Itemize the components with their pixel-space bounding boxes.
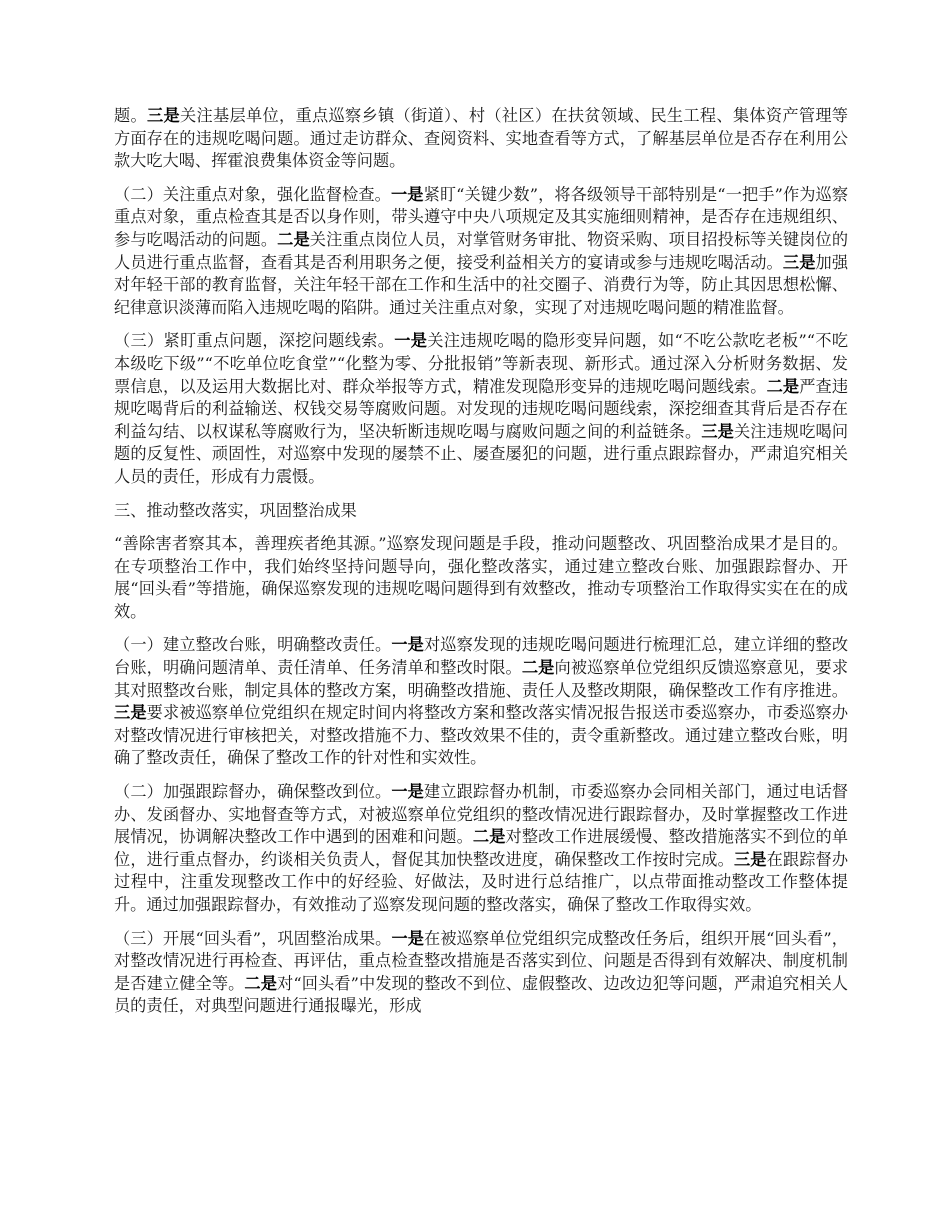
text-segment: 建立跟踪督办机制，市委巡察办会同相关部门，通过电话督办、发函督办、实地督查等方式，对被巡察单位党组织的整改情况进行跟踪督办，及时掌握整改工作进展情况，协调解决整改工作中遇到的困难和问题。 — [114, 782, 849, 847]
bold-lead: 二是 — [277, 229, 310, 249]
document-page — [114, 105, 848, 1029]
text-segment: 要求被巡察单位党组织在规定时间内将整改方案和整改落实情况报告报送市委巡察办，市委巡察办对整改情况进行审核把关，对整改措施不力、整改效果不佳的，责令重新整改。通过建立整改台账，明确了整改责任，确保了整改工作的针对性和实效性。 — [114, 703, 849, 768]
paragraph-rectification-ledger — [114, 634, 848, 770]
paragraph-grassroots-units — [114, 105, 848, 173]
section-subheading: （一）建立整改台账，明确整改责任。 — [114, 635, 392, 655]
bold-lead: 一是 — [390, 184, 424, 204]
paragraph-look-back — [114, 928, 848, 1018]
text-segment: 向被巡察单位党组织反馈巡察意见，要求其对照整改台账，制定具体的整改方案，明确整改措施、责任人及整改期限，确保整改工作有序推进。 — [114, 658, 849, 700]
section-heading-rectification — [114, 500, 848, 523]
text-segment: 对巡察发现的违规吃喝问题进行梳理汇总，建立详细的整改台账，明确问题清单、责任清单、任务清单和整改时限。 — [114, 635, 849, 678]
section-subheading: （三）紧盯重点问题，深挖问题线索。 — [114, 331, 395, 351]
text-segment: 严查违规吃喝背后的利益输送、权钱交易等腐败问题。对发现的违规吃喝问题线索，深挖细查其背后是否存在利益勾结、以权谋私等腐败行为，坚决斩断违规吃喝与腐败问题之间的利益链条。 — [114, 376, 849, 441]
bold-lead: 二是 — [472, 827, 506, 847]
text-segment: 对“回头看”中发现的整改不到位、虚假整改、边改边犯等问题，严肃追究相关人员的责任，对典型问题进行通报曝光，形成 — [114, 973, 848, 1016]
bold-lead: 二是 — [766, 376, 800, 396]
text-segment: 关注重点岗位人员，对掌管财务审批、物资采购、项目招投标等关键岗位的人员进行重点监督，查看其是否利用职务之便，接受利益相关方的宴请或参与违规吃喝活动。 — [114, 229, 849, 272]
text-segment: 在被巡察单位党组织完成整改任务后，组织开展“回头看”，对整改情况进行再检查、再评估，重点检查整改措施是否落实到位、问题是否得到有效解决、制度机制是否建立健全等。 — [114, 928, 848, 993]
text-segment: 在跟踪督办过程中，注重发现整改工作中的好经验、好做法，及时进行总结推广，以点带面推动整改工作整体提升。通过加强跟踪督办，有效推动了巡察发现问题的整改落实，确保了整改工作取得实效。 — [114, 849, 849, 914]
section-subheading: （二）关注重点对象，强化监督检查。 — [114, 184, 391, 204]
paragraph-tracking-supervision — [114, 781, 848, 917]
bold-lead: 三是 — [701, 421, 734, 441]
text-segment: 题。 — [114, 106, 147, 125]
bold-lead: 三是 — [733, 849, 767, 869]
heading-text: 三、推动整改落实，巩固整治成果 — [114, 500, 357, 520]
bold-lead: 一是 — [391, 928, 425, 948]
text-segment: 关注基层单位，重点巡察乡镇（街道）、村（社区）在扶贫领域、民生工程、集体资产管理等方面存在的违规吃喝问题。通过走访群众、查阅资料、实地查看等方式，了解基层单位是否存在利用公款大吃大喝、挥霍浪费集体资金等问题。 — [114, 106, 848, 171]
bold-lead: 一是 — [391, 635, 424, 655]
bold-lead: 三是 — [114, 703, 147, 723]
section-subheading: （二）加强跟踪督办，确保整改到位。 — [114, 782, 392, 802]
paragraph-key-problems — [114, 330, 848, 488]
bold-lead: 三是 — [782, 252, 816, 272]
section-subheading: （三）开展“回头看”，巩固整治成果。 — [114, 928, 392, 948]
bold-lead: 三是 — [147, 106, 180, 125]
text-segment: 加强对年轻干部的教育监督，关注年轻干部在工作和生活中的社交圈子、消费行为等，防止其因思想松懈、纪律意识淡薄而陷入违规吃喝的陷阱。通过关注重点对象，实现了对违规吃喝问题的精准监督。 — [114, 252, 849, 317]
paragraph-key-targets — [114, 184, 848, 320]
paragraph-rectification-intro — [114, 533, 848, 623]
bold-lead: 一是 — [391, 782, 424, 802]
text-segment: 对整改工作进展缓慢、整改措施落实不到位的单位，进行重点督办，约谈相关负责人，督促其加快整改进度，确保整改工作按时完成。 — [114, 827, 849, 869]
text-segment: 关注违规吃喝问题的反复性、顽固性，对巡察中发现的屡禁不止、屡查屡犯的问题，进行重点跟踪督办，严肃追究相关人员的责任，形成有力震慑。 — [114, 421, 849, 486]
text-segment: “善除害者察其本，善理疾者绝其源。”巡察发现问题是手段，推动问题整改、巩固整治成果才是目的。在专项整治工作中，我们始终坚持问题导向，强化整改落实，通过建立整改台账、加强跟踪督办、开展“回头看”等措施，确保巡察发现的违规吃喝问题得到有效整改，推动专项整治工作取得实实在在的成效。 — [114, 534, 848, 621]
bold-lead: 二是 — [244, 973, 278, 993]
bold-lead: 二是 — [521, 658, 555, 678]
bold-lead: 一是 — [394, 331, 428, 351]
text-segment: 关注违规吃喝的隐形变异问题，如“不吃公款吃老板”“不吃本级吃下级”“不吃单位吃食堂”“化整为零、分批报销”等新表现、新形式。通过深入分析财务数据、发票信息，以及运用大数据比对、群众举报等方式，精准发现隐形变异的违规吃喝问题线索。 — [114, 331, 849, 396]
text-segment: 紧盯“关键少数”，将各级领导干部特别是“一把手”作为巡察重点对象，重点检查其是否以身作则，带头遵守中央八项规定及其实施细则精神，是否存在违规组织、参与吃喝活动的问题。 — [114, 184, 849, 249]
